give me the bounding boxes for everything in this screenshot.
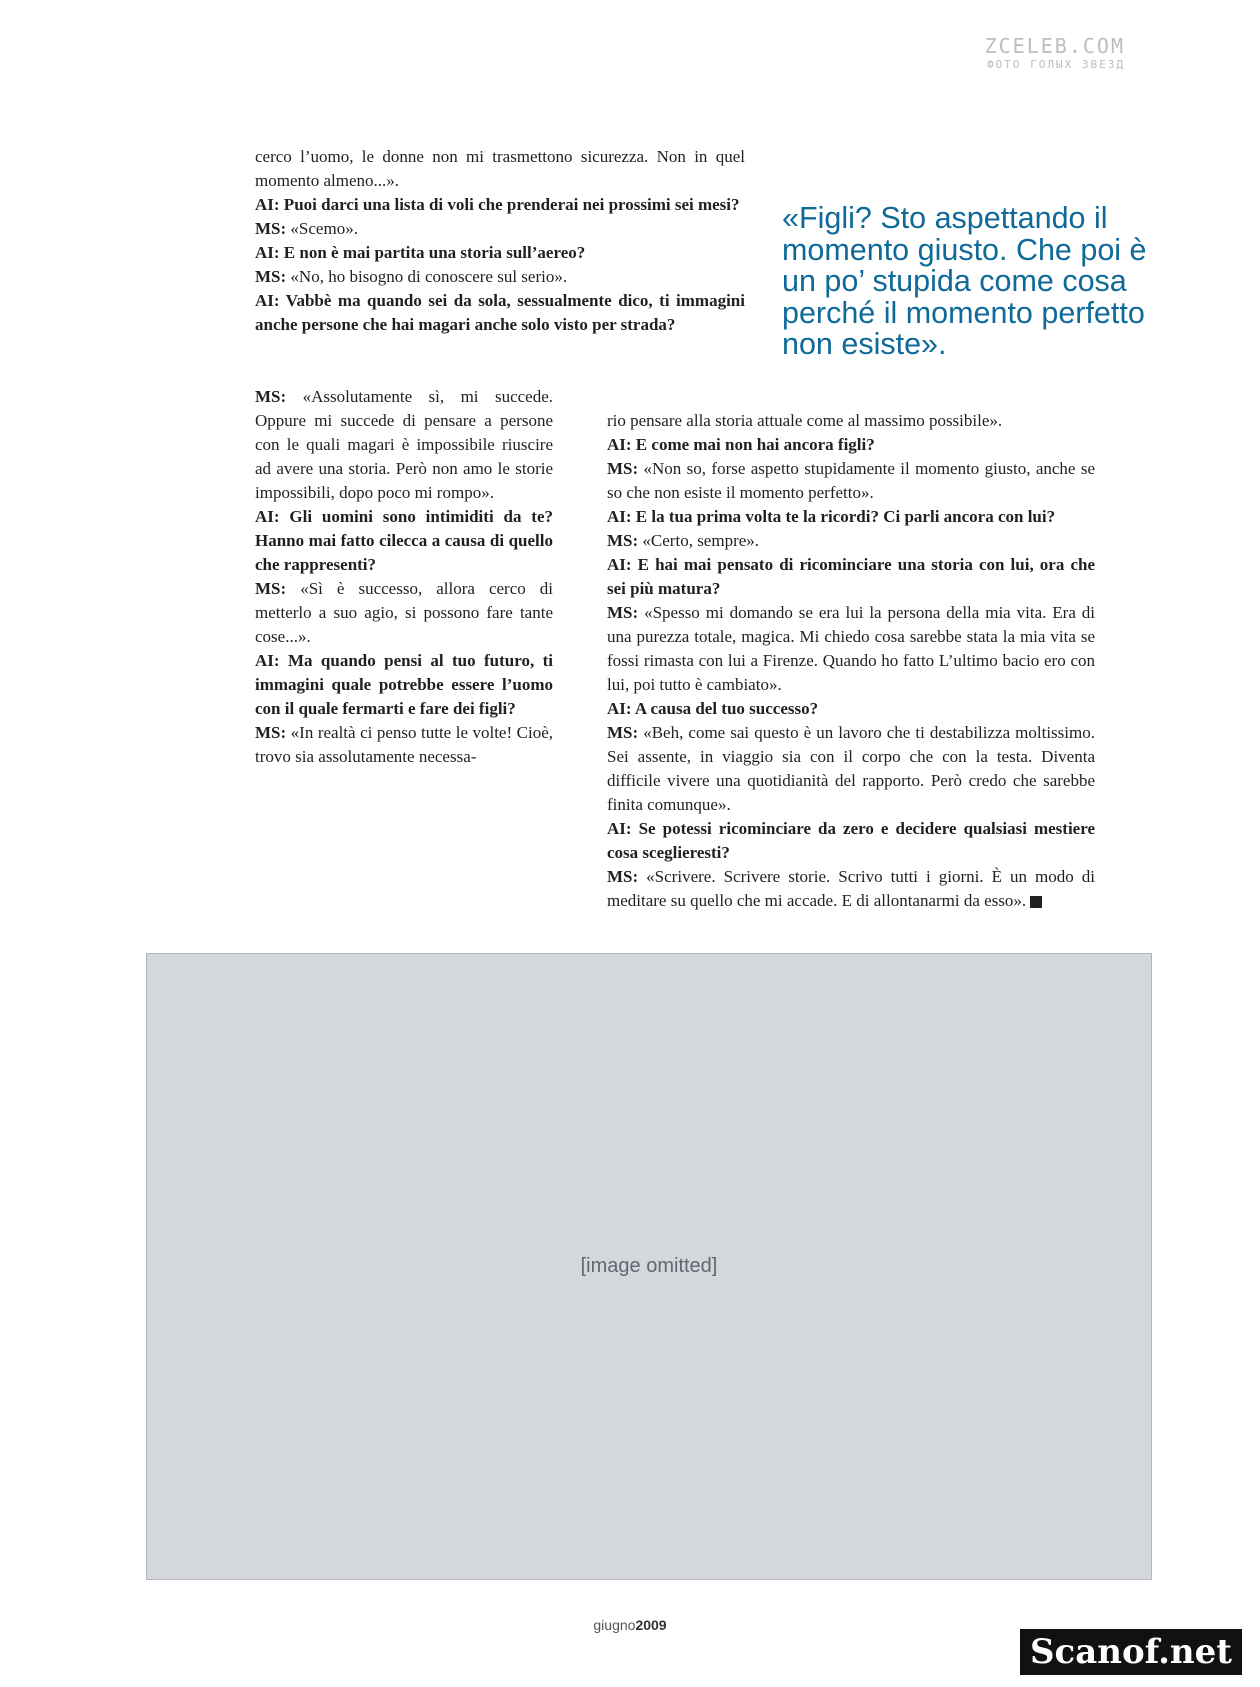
speaker-label: MS:	[255, 723, 287, 742]
answer-text: «Certo, sempre».	[638, 531, 760, 550]
question-paragraph: AI: Vabbè ma quando sei da sola, sessualmente dico, ti immagini anche persone che hai magari anche solo visto per strada?	[255, 291, 745, 334]
question-paragraph: AI: E la tua prima volta te la ricordi? Ci parli ancora con lui?	[607, 507, 1056, 526]
photo-placeholder-label: [image omitted]	[580, 1255, 718, 1277]
answer-paragraph	[607, 457, 1095, 505]
watermark-line-2: ФОТО ГОЛЫХ ЗВЕЗД	[987, 58, 1125, 71]
answer-paragraph	[607, 601, 1095, 697]
answer-text: «Spesso mi domando se era lui la persona della mia vita. Era di una purezza totale, magica. Mi chiedo cosa sarebbe stata la mia vita se fossi rimasta con lui a Firenze. Quando ho fatto L’ultimo bacio ero con lui, poi tutto è cambiato».	[607, 603, 1095, 694]
answer-text: «Scemo».	[286, 219, 358, 238]
answer-text: «In realtà ci penso tutte le volte! Cioè, trovo sia assolutamente necessa-	[255, 723, 553, 766]
question-paragraph: AI: E come mai non hai ancora figli?	[607, 435, 875, 454]
pull-quote: «Figli? Sto aspettando il momento giusto. Che poi è un po’ stupida come cosa perché il momento perfetto non esiste».	[782, 201, 1147, 361]
answer-text: «Scrivere. Scrivere storie. Scrivo tutti i giorni. È un modo di meditare su quello che mi accade. E di allontanarmi da esso».	[607, 867, 1095, 910]
watermark-top	[985, 34, 1125, 71]
speaker-label: MS:	[255, 387, 287, 406]
answer-paragraph	[255, 577, 553, 649]
speaker-label: MS:	[607, 603, 639, 622]
question-paragraph: AI: Puoi darci una lista di voli che prenderai nei prossimi sei mesi?	[255, 195, 740, 214]
answer-text: cerco l’uomo, le donne non mi trasmettono sicurezza. Non in quel momento almeno...».	[255, 147, 745, 190]
question-paragraph: AI: Se potessi ricominciare da zero e decidere qualsiasi mestiere cosa sceglieresti?	[607, 819, 1095, 862]
answer-paragraph	[607, 529, 1095, 553]
question-paragraph: AI: Ma quando pensi al tuo futuro, ti immagini quale potrebbe essere l’uomo con il quale fermarti e fare dei figli?	[255, 651, 553, 718]
answer-text: rio pensare alla storia attuale come al massimo possibile».	[607, 411, 1003, 430]
answer-paragraph	[255, 265, 745, 289]
answer-paragraph	[607, 865, 1095, 913]
answer-text: «No, ho bisogno di conoscere sul serio».	[286, 267, 568, 286]
answer-paragraph	[607, 721, 1095, 817]
footer-year: 2009	[635, 1617, 667, 1633]
text-column-right	[607, 409, 1095, 913]
answer-text: «Sì è successo, allora cerco di metterlo a suo agio, si possono fare tante cose...».	[255, 579, 553, 646]
answer-text: «Non so, forse aspetto stupidamente il momento giusto, anche se so che non esiste il momento perfetto».	[607, 459, 1095, 502]
answer-paragraph	[255, 217, 745, 241]
answer-paragraph	[255, 145, 745, 193]
photo-placeholder	[146, 953, 1152, 1580]
watermark-bottom: Scanof.net	[1020, 1629, 1242, 1675]
end-mark	[1030, 896, 1042, 908]
question-paragraph: AI: Gli uomini sono intimiditi da te? Hanno mai fatto cilecca a causa di quello che rappresenti?	[255, 507, 553, 574]
answer-text: «Assolutamente sì, mi succede. Oppure mi succede di pensare a persone con le quali magari è impossibile riuscire ad avere una storia. Però non amo le storie impossibili, dopo poco mi rompo».	[255, 387, 553, 502]
question-paragraph: AI: E hai mai pensato di ricominciare una storia con lui, ora che sei più matura?	[607, 555, 1095, 598]
answer-paragraph	[255, 721, 553, 769]
answer-text: «Beh, come sai questo è un lavoro che ti destabilizza moltissimo. Sei assente, in viaggio sia con il corpo che con la testa. Diventa difficile vivere una quotidianità del rapporto. Però credo che sarebbe finita comunque».	[607, 723, 1095, 814]
speaker-label: MS:	[255, 579, 287, 598]
speaker-label: MS:	[255, 267, 287, 286]
text-column-left	[255, 385, 553, 769]
speaker-label: MS:	[255, 219, 287, 238]
speaker-label: MS:	[607, 531, 639, 550]
answer-paragraph	[255, 385, 553, 505]
text-column-top	[255, 145, 745, 337]
speaker-label: MS:	[607, 459, 639, 478]
watermark-line-1: ZCELEB.COM	[984, 34, 1125, 58]
speaker-label: MS:	[607, 723, 639, 742]
footer-month: giugno	[593, 1617, 636, 1633]
question-paragraph: AI: A causa del tuo successo?	[607, 699, 819, 718]
speaker-label: MS:	[607, 867, 639, 886]
question-paragraph: AI: E non è mai partita una storia sull’aereo?	[255, 243, 586, 262]
answer-paragraph	[607, 409, 1095, 433]
